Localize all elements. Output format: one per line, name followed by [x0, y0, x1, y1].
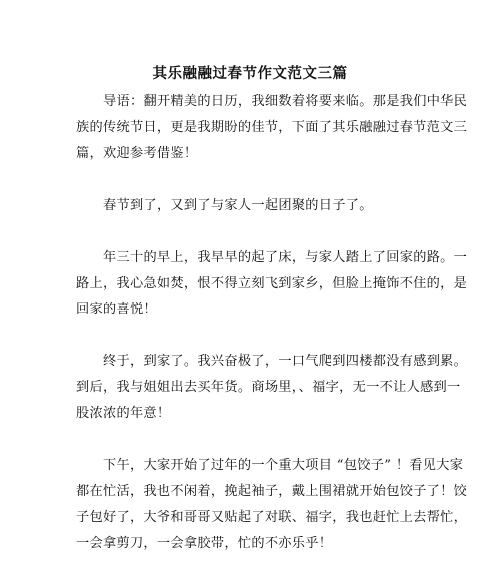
paragraph-4-line-2: 到后，我与姐姐出去买年货。商场里，、福字，无一不让人感到一	[76, 380, 461, 395]
paragraph-1-line-1: 导语：翻开精美的日历，我细数着将要来临。那是我们中华民	[103, 94, 468, 109]
paragraph-1-line-2: 族的传统节日，更是我期盼的佳节，下面了其乐融融过春节范文三	[76, 120, 468, 135]
paragraph-3-line-3: 回家的喜悦！	[76, 302, 157, 317]
paragraph-5-line-1: 下午，大家开始了过年的一个重大项目 “包饺子” ！看见大家	[103, 458, 464, 473]
paragraph-1-line-3: 篇，欢迎参考借鉴！	[76, 146, 198, 161]
paragraph-3-line-1: 年三十的早上，我早早的起了床，与家人踏上了回家的路。一	[103, 250, 468, 265]
paragraph-2-line-1: 春节到了，又到了与家人一起团聚的日子了。	[103, 198, 373, 213]
paragraph-4-line-1: 终于，到家了。我兴奋极了，一口气爬到四楼都没有感到累。	[103, 354, 468, 369]
paragraph-5-line-4: 一会拿剪刀，一会拿胶带，忙的不亦乐乎！	[76, 536, 333, 551]
paragraph-5-line-3: 子包好了，大爷和哥哥又贴起了对联、福字，我也赶忙上去帮忙，	[76, 510, 468, 525]
document-title: 其乐融融过春节作文范文三篇	[152, 65, 348, 82]
paragraph-4-line-3: 股浓浓的年意！	[76, 406, 171, 421]
paragraph-5-line-2: 都在忙活，我也不闲着，挽起袖子，戴上围裙就开始包饺子了！饺	[76, 484, 468, 499]
paragraph-3-line-2: 路上，我心急如焚，恨不得立刻飞到家乡，但脸上掩饰不住的，是	[76, 276, 468, 291]
